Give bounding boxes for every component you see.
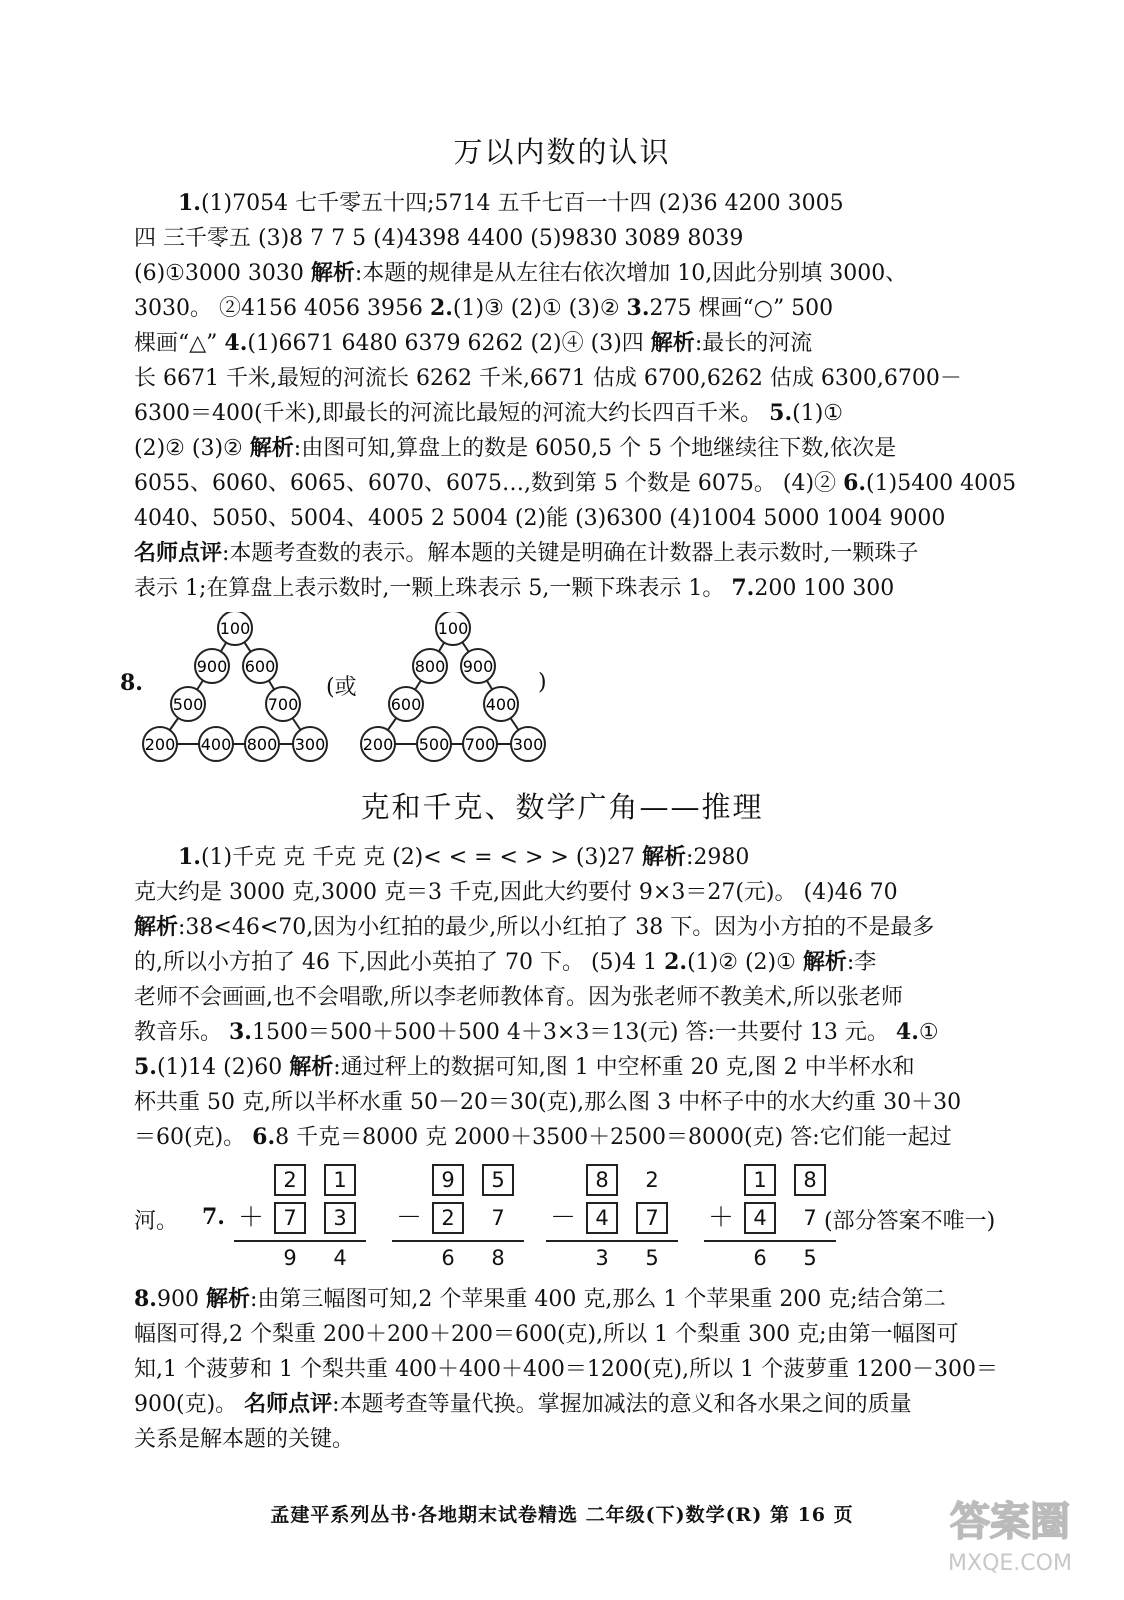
circle-number: 800 — [414, 657, 446, 676]
q8-number: 8. — [120, 670, 143, 696]
answer-box: 1 — [744, 1164, 776, 1196]
section-2-answers — [134, 840, 1024, 1155]
circle-number: 400 — [485, 695, 517, 714]
answer-box: 2 — [274, 1164, 306, 1196]
answer-line — [134, 186, 1024, 221]
q7-vertical-arithmetic — [134, 1158, 1034, 1278]
circle-number: 900 — [196, 657, 228, 676]
section-3-answers — [134, 1282, 1024, 1457]
answer-text: 幅图可得,2 个梨重 200＋200＋200＝600(克),所以 1 个梨重 300 克;由第一幅图可 — [134, 1322, 959, 1347]
section-title-2: 克和千克、数学广角——推理 — [360, 790, 764, 824]
answer-label: 解析 — [134, 914, 179, 940]
watermark-text: 答案圈 — [950, 1499, 1070, 1545]
sum-rule-line — [704, 1240, 836, 1242]
answer-label: 4. — [895, 1019, 919, 1045]
answer-line — [134, 1015, 1024, 1050]
answer-label: 解析 — [641, 844, 686, 870]
circle-number: 100 — [219, 619, 251, 638]
answer-box: 7 — [636, 1202, 668, 1234]
answer-line — [134, 326, 1024, 361]
answer-line — [134, 466, 1024, 501]
answer-line — [134, 945, 1024, 980]
answer-text: :李 — [846, 950, 877, 975]
answer-label: 解析 — [205, 1286, 250, 1312]
answer-text: :通过秤上的数据可知,图 1 中空杯重 20 克,图 2 中半杯水和 — [333, 1055, 915, 1080]
answer-box: 4 — [586, 1202, 618, 1234]
operator-sign: ＋ — [238, 1203, 265, 1233]
q7-note: (部分答案不唯一) — [824, 1209, 996, 1234]
digit: 4 — [333, 1246, 347, 1270]
circle-number: 300 — [294, 735, 326, 754]
answer-label: 解析 — [310, 260, 355, 286]
digit: 7 — [491, 1206, 505, 1230]
answer-label: 6. — [843, 470, 867, 496]
answer-text: 关系是解本题的关键。 — [134, 1427, 355, 1452]
watermark-logo — [920, 1480, 1100, 1580]
answer-text: :本题的规律是从左往右依次增加 10,因此分别填 3000、 — [354, 261, 908, 286]
answer-text: (1)14 (2)60 — [156, 1055, 290, 1080]
answer-text: :38<46<70,因为小红拍的最少,所以小红拍了 38 下。因为小方拍的不是最多 — [178, 915, 935, 940]
circle-number: 100 — [437, 619, 469, 638]
circle-number: 600 — [244, 657, 276, 676]
circle-number: 800 — [246, 735, 278, 754]
answer-line — [134, 396, 1024, 431]
digit: 5 — [803, 1246, 817, 1270]
answer-text: 6300＝400(千米),即最长的河流比最短的河流大约长四百千米。 — [134, 401, 770, 426]
answer-text: 3030。 ②4156 4056 3956 — [134, 296, 430, 321]
answer-text: ① — [918, 1020, 939, 1045]
answer-text: 8 千克＝8000 克 2000＋3500＋2500＝8000(克) 答:它们能一起过 — [275, 1125, 952, 1150]
answer-label: 名师点评 — [244, 1391, 333, 1417]
answer-text: 900(克)。 — [134, 1392, 245, 1417]
answer-line — [134, 980, 1024, 1015]
digit: 3 — [595, 1246, 609, 1270]
answer-text: 棵画“△” — [134, 331, 225, 356]
answer-line — [134, 361, 1024, 396]
digit: 2 — [645, 1168, 659, 1192]
answer-line — [134, 840, 1024, 875]
answer-text: (1)7054 七千零五十四;5714 五千七百一十四 (2)36 4200 3005 — [200, 191, 844, 216]
answer-line — [134, 431, 1024, 466]
q8-close-paren: ) — [538, 670, 547, 695]
answer-box: 7 — [274, 1202, 306, 1234]
answer-text: 1500＝500＋500＋500 4＋3×3＝13(元) 答:一共要付 13 元。 — [251, 1020, 896, 1045]
answer-line — [134, 875, 1024, 910]
answer-text: (1)6671 6480 6379 6262 (2)④ (3)四 — [247, 331, 651, 356]
operator-sign: － — [396, 1203, 423, 1233]
answer-line — [134, 1282, 1024, 1317]
answer-text: 200 100 300 — [754, 576, 895, 601]
circle-number: 400 — [200, 735, 232, 754]
circle-number: 700 — [464, 735, 496, 754]
answer-text: (1)① — [792, 401, 843, 426]
digit: 8 — [491, 1246, 505, 1270]
circle-number: 200 — [144, 735, 176, 754]
answer-label: 6. — [252, 1124, 276, 1150]
answer-line — [134, 1387, 1024, 1422]
answer-box: 4 — [744, 1202, 776, 1234]
answer-box: 1 — [324, 1164, 356, 1196]
answer-label: 3. — [229, 1019, 252, 1045]
q7-number: 7. — [202, 1204, 225, 1230]
digit: 6 — [441, 1246, 455, 1270]
answer-label: 解析 — [249, 435, 294, 461]
answer-box: 3 — [324, 1202, 356, 1234]
answer-text: 的,所以小方拍了 46 下,因此小英拍了 70 下。 (5)4 1 — [134, 950, 665, 975]
answer-box: 9 — [432, 1164, 464, 1196]
answer-text: 教音乐。 — [134, 1020, 229, 1045]
answer-box: 5 — [482, 1164, 514, 1196]
operator-sign: － — [550, 1203, 577, 1233]
answer-text: (6)①3000 3030 — [134, 261, 311, 286]
circle-number: 600 — [390, 695, 422, 714]
circle-number: 300 — [512, 735, 544, 754]
answer-text: :最长的河流 — [694, 331, 813, 356]
answer-text: 知,1 个菠萝和 1 个梨共重 400＋400＋400＝1200(克),所以 1 个菠萝重 1200－300＝ — [134, 1357, 999, 1382]
watermark-sub: MXQE.COM — [948, 1551, 1072, 1576]
answer-label: 2. — [664, 949, 688, 975]
answer-label: 1. — [178, 190, 201, 216]
answer-box: 2 — [432, 1202, 464, 1234]
answer-label: 解析 — [802, 949, 847, 975]
answer-line — [134, 536, 1024, 571]
answer-text: 275 棵画“○” 500 — [649, 296, 834, 321]
triangle-diagram-1 — [138, 612, 338, 772]
answer-label: 5. — [769, 400, 793, 426]
digit: 5 — [645, 1246, 659, 1270]
answer-text: ＝60(克)。 — [134, 1125, 253, 1150]
answer-line — [134, 256, 1024, 291]
sum-rule-line — [546, 1240, 678, 1242]
circle-number: 900 — [462, 657, 494, 676]
answer-line — [134, 1352, 1024, 1387]
answer-text: 6055、6060、6065、6070、6075…,数到第 5 个数是 6075。 (4)② — [134, 471, 844, 496]
answer-line — [134, 221, 1024, 256]
answer-label: 5. — [134, 1054, 157, 1080]
answer-text: :由第三幅图可知,2 个苹果重 400 克,那么 1 个苹果重 200 克;结合第二 — [249, 1287, 946, 1312]
answer-text: :2980 — [686, 845, 750, 870]
answer-label: 7. — [731, 575, 755, 601]
q8-or-text: (或 — [326, 675, 357, 700]
digit: 9 — [283, 1246, 297, 1270]
answer-line — [134, 1317, 1024, 1352]
answer-text: (2)② (3)② — [134, 436, 250, 461]
circle-number: 500 — [172, 695, 204, 714]
answer-text: :本题考查数的表示。解本题的关键是明确在计数器上表示数时,一颗珠子 — [222, 541, 919, 566]
answer-line — [134, 501, 1024, 536]
triangle-diagram-2 — [356, 612, 556, 772]
answer-label: 解析 — [289, 1054, 334, 1080]
answer-text: (1)② (2)① — [687, 950, 803, 975]
digit: 7 — [803, 1206, 817, 1230]
answer-text: 杯共重 50 克,所以半杯水重 50－20＝30(克),那么图 3 中杯子中的水大约重 30＋30 — [134, 1090, 962, 1115]
page-footer: 孟建平系列丛书·各地期末试卷精选 二年级(下)数学(R) 第 16 页 — [270, 1504, 854, 1526]
answer-label: 3. — [626, 295, 650, 321]
circle-number: 200 — [362, 735, 394, 754]
answer-line — [134, 1085, 1024, 1120]
digit: 6 — [753, 1246, 767, 1270]
operator-sign: ＋ — [708, 1203, 735, 1233]
answer-text: :由图可知,算盘上的数是 6050,5 个 5 个地继续往下数,依次是 — [293, 436, 897, 461]
answer-box: 8 — [794, 1164, 826, 1196]
answer-text: 克大约是 3000 克,3000 克＝3 千克,因此大约要付 9×3＝27(元)。 (4)46 70 — [134, 880, 898, 905]
q7-prefix: 河。 — [134, 1209, 179, 1234]
answer-text: (1)③ (2)① (3)② — [452, 296, 627, 321]
section-title-1: 万以内数的认识 — [453, 135, 671, 169]
answer-label: 1. — [178, 844, 201, 870]
answer-box: 8 — [586, 1164, 618, 1196]
answer-text: (1)5400 4005 — [866, 471, 1017, 496]
answer-label: 解析 — [650, 330, 695, 356]
answer-line — [134, 1050, 1024, 1085]
answer-label: 4. — [224, 330, 248, 356]
answer-label: 8. — [134, 1286, 157, 1312]
section-1-answers — [134, 186, 1024, 606]
answer-text: 长 6671 千米,最短的河流长 6262 千米,6671 估成 6700,6262 估成 6300,6700－ — [134, 366, 962, 391]
answer-text: 四 三千零五 (3)8 7 7 5 (4)4398 4400 (5)9830 3089 8039 — [134, 226, 744, 251]
answer-line — [134, 571, 1024, 606]
answer-label: 名师点评 — [134, 540, 223, 566]
answer-text: 900 — [156, 1287, 206, 1312]
answer-text: 表示 1;在算盘上表示数时,一颗上珠表示 5,一颗下珠表示 1。 — [134, 576, 732, 601]
answer-text: 老师不会画画,也不会唱歌,所以李老师教体育。因为张老师不教美术,所以张老师 — [134, 985, 903, 1010]
sum-rule-line — [234, 1240, 366, 1242]
answer-line — [134, 1422, 1024, 1457]
answer-text: 4040、5050、5004、4005 2 5004 (2)能 (3)6300 (4)1004 5000 1004 9000 — [134, 506, 946, 531]
q8-diagram — [120, 612, 580, 772]
answer-text: :本题考查等量代换。掌握加减法的意义和各水果之间的质量 — [332, 1392, 912, 1417]
answer-text: (1)千克 克 千克 克 (2)< < = < > > (3)27 — [200, 845, 642, 870]
answer-line — [134, 1120, 1024, 1155]
circle-number: 700 — [267, 695, 299, 714]
answer-line — [134, 910, 1024, 945]
circle-number: 500 — [418, 735, 450, 754]
sum-rule-line — [392, 1240, 524, 1242]
answer-label: 2. — [429, 295, 453, 321]
answer-line — [134, 291, 1024, 326]
